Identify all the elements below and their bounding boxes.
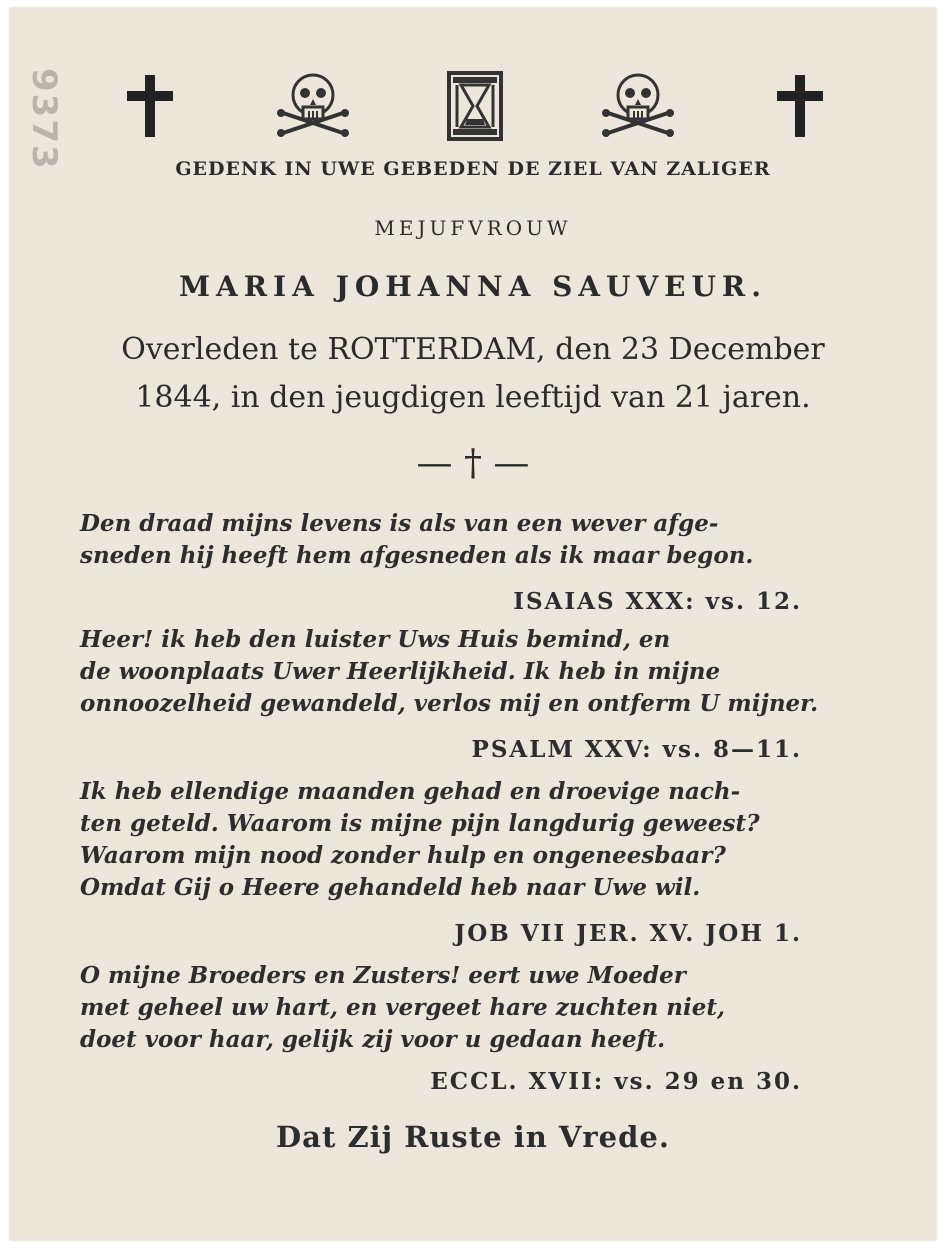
ornament-row (110, 68, 840, 143)
cross-separator: — † — (416, 443, 530, 484)
verse-text: O mijne Broeders en Zusters! eert uwe Moeder met geheel uw hart, en vergeet hare zuchten niet, doet voor haar, gelijk zij voor u gedaan heeft. (80, 962, 726, 1053)
verse-reference: JOB VII JER. XV. JOH 1. (454, 920, 802, 947)
death-notice: Overleden te ROTTERDAM, den 23 December 1844, in den jeugdigen leeftijd van 21 jaren. (121, 332, 825, 415)
closing-line: Dat Zij Ruste in Vrede. (276, 1120, 670, 1154)
remembrance-heading: GEDENK IN UWE GEBEDEN DE ZIEL VAN ZALIGER (175, 158, 771, 180)
memorial-card (10, 8, 936, 1240)
verse-reference: ISAIAS XXX: vs. 12. (513, 588, 802, 615)
verse-text: Ik heb ellendige maanden gehad en droevige nach- ten geteld. Waarom is mijne pijn langdurig geweest? Waarom mijn nood zonder hulp en ongeneesbaar? Omdat Gij o Heere gehandeld heb naar Uwe wil. (80, 778, 760, 901)
deceased-name: MARIA JOHANNA SAUVEUR. (179, 270, 767, 303)
cross-icon (760, 68, 840, 143)
verse-text: Den draad mijns levens is als van een wever afge- sneden hij heeft hem afgesneden als ik maar begon. (80, 510, 754, 569)
hourglass-icon (435, 68, 515, 143)
verse-text: Heer! ik heb den luister Uws Huis bemind, en de woonplaats Uwer Heerlijkheid. Ik heb in mijne onnoozelheid gewandeld, verlos mij en ontferm U mijner. (80, 626, 819, 717)
archive-number-stamp: 9373 (24, 68, 64, 171)
skull-crossbones-icon (273, 68, 353, 143)
verse-reference: ECCL. XVII: vs. 29 en 30. (430, 1068, 802, 1095)
skull-crossbones-icon (598, 68, 678, 143)
honorific-title: MEJUFVROUW (374, 216, 572, 240)
cross-icon (110, 68, 190, 143)
verse-reference: PSALM XXV: vs. 8—11. (471, 736, 802, 763)
